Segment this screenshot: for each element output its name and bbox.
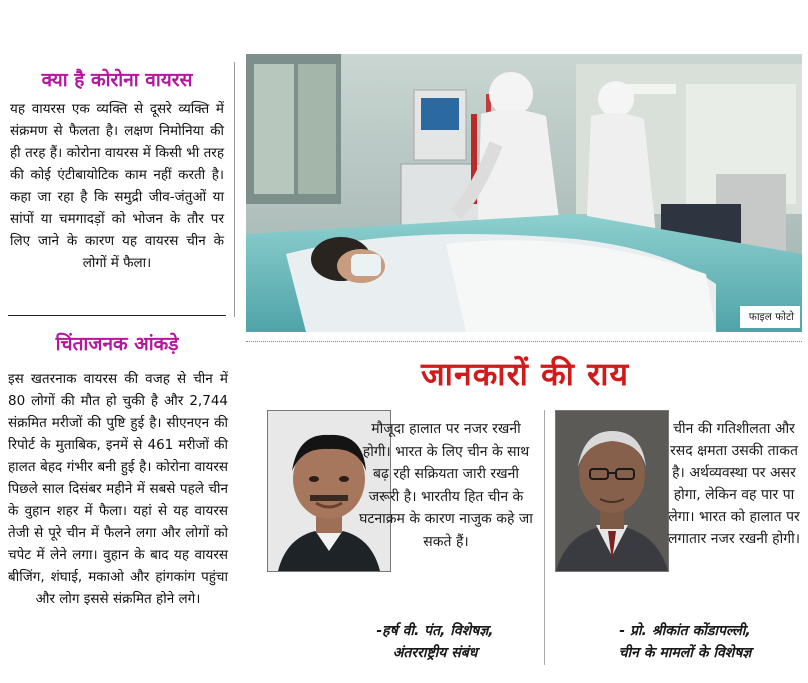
section-divider [8, 315, 226, 316]
photo-divider [246, 341, 802, 342]
hospital-scene-illustration [246, 54, 802, 332]
expert2-attribution-field: चीन के मामलों के विशेषज्ञ [618, 645, 752, 661]
expert1-attribution-name: -हर्ष वी. पंत, विशेषज्ञ, [376, 623, 494, 639]
expert2-portrait-illustration [556, 411, 668, 571]
photo-caption: फाइल फोटो [745, 308, 798, 326]
section-heading-what-is-coronavirus: क्या है कोरोना वायरस [41, 69, 193, 91]
section-heading-worrying-figures: चिंताजनक आंकड़े [55, 333, 179, 355]
experts-heading: जानकारों की राय [420, 355, 630, 393]
section-body-what-is-coronavirus: यह वायरस एक व्यक्ति से दूसरे व्यक्ति में संक्रमण से फैलता है। लक्षण निमोनिया की ही तरह हैं। कोरोना वायरस में किसी भी तरह की कोई एंटीबायोटिक काम नहीं करती है। कहा जा रहा है कि समुद्री जीव-जंतुओं या सांपों या चमगादड़ों को भोजन के तौर पर लिए जाने के कारण यह वायरस चीन के लोगों में फैला। [10, 101, 224, 271]
expert1-attribution-field: अंतरराष्ट्रीय संबंध [392, 645, 478, 661]
experts-divider [544, 410, 545, 665]
expert2-quote-part1 [668, 418, 800, 550]
expert1-quote: मौजूदा हालात पर नजर रखनी होगी। भारत के लिए चीन के साथ बढ़ रही सक्रियता जारी रखनी जरूरी है। भारतीय हित चीन के घटनाक्रम के कारण नाजुक कहे जा सकते हैं। [359, 421, 533, 550]
expert2-quote: चीन की गतिशीलता और रसद क्षमता उसकी ताकत है। अर्थव्यवस्था पर असर होगा, लेकिन वह पार पा लेगा। भारत को हालात पर लगातार नजर रखनी होगी। [668, 421, 801, 547]
expert2-portrait [555, 410, 669, 572]
section-body-worrying-figures: इस खतरनाक वायरस की वजह से चीन में 80 लोगों की मौत हो चुकी है और 2,744 संक्रमित मरीजों की पुष्टि हुई है। सीएनएन की रिपोर्ट के मुताबिक, इनमें से 461 मरीजों की हालत बेहद गंभीर बनी हुई है। कोरोना वायरस पिछले साल दिसंबर महीने में सबसे पहले चीन के वुहान शहर में फैला। यहां से यह वायरस तेजी से पूरे चीन में फैलने लगा और लोगों को चपेट में लेने लगा। वुहान के बाद यह वायरस बीजिंग, शंघाई, मकाओ और हांगकांग पहुंचा और लोग इससे संक्रमित होने लगे। [8, 371, 228, 607]
expert2-attribution-name: - प्रो. श्रीकांत कोंडापल्ली, [619, 623, 751, 639]
column-divider [234, 62, 235, 317]
hospital-ward-photo [246, 54, 802, 332]
